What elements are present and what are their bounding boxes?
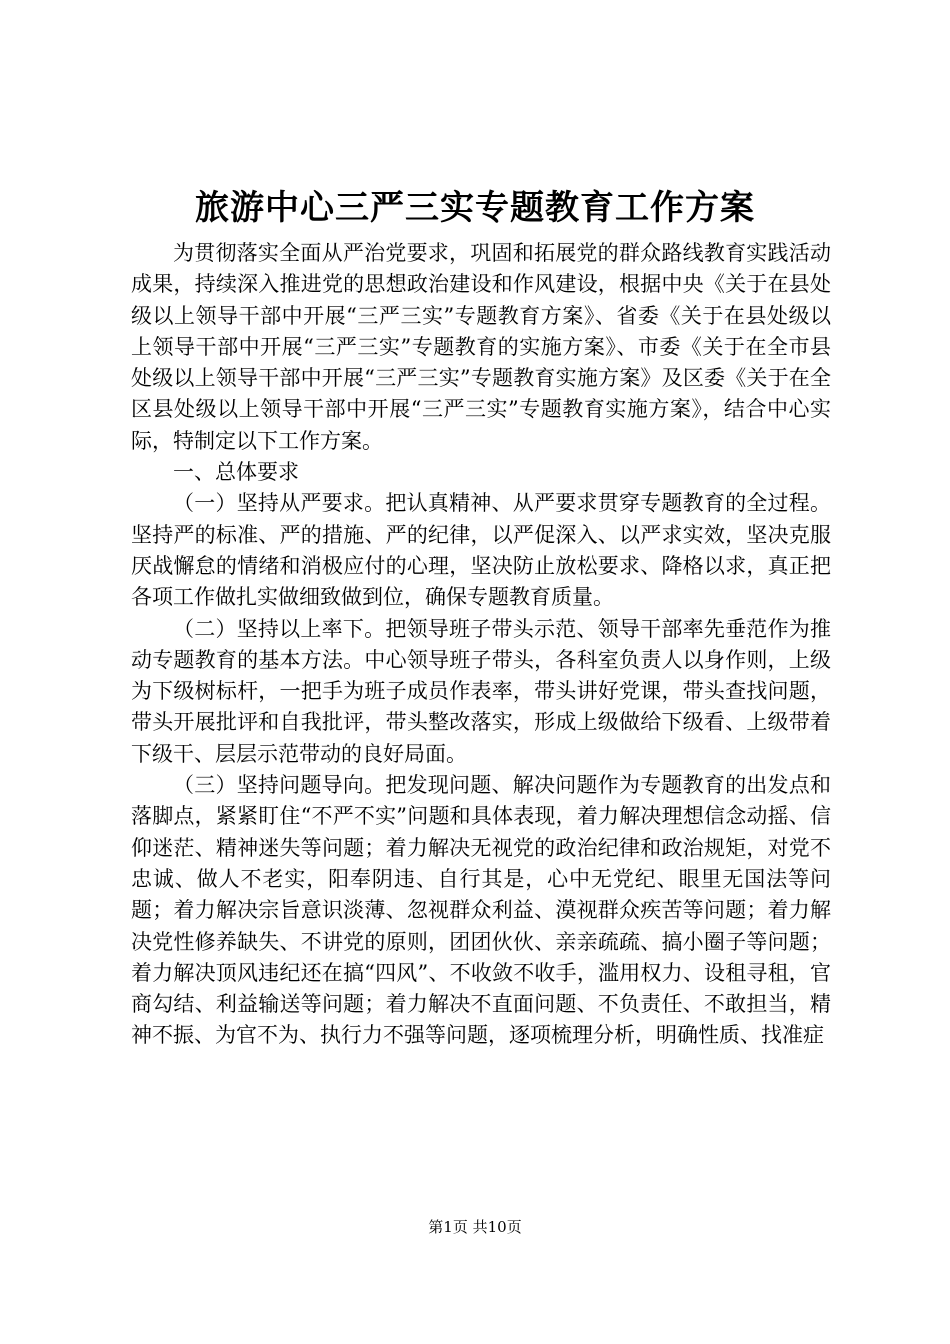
document-body (131, 238, 831, 1052)
paragraph-item-3: （三）坚持问题导向。把发现问题、解决问题作为专题教育的出发点和落脚点，紧紧盯住“不严不实”问题和具体表现，着力解决理想信念动摇、信仰迷茫、精神迷失等问题；着力解决无视党的政治纪律和政治规矩，对党不忠诚、做人不老实，阳奉阴违、自行其是，心中无党纪、眼里无国法等问题；着力解决宗旨意识淡薄、忽视群众利益、漠视群众疾苦等问题；着力解决党性修养缺失、不讲党的原则，团团伙伙、亲亲疏疏、搞小圈子等问题；着力解决顶风违纪还在搞“四风”、不收敛不收手，滥用权力、设租寻租，官商勾结、利益输送等问题；着力解决不直面问题、不负责任、不敢担当，精神不振、为官不为、执行力不强等问题，逐项梳理分析，明确性质、找准症 (131, 773, 831, 1048)
paragraph-intro: 为贯彻落实全面从严治党要求，巩固和拓展党的群众路线教育实践活动成果，持续深入推进党的思想政治建设和作风建设，根据中央《关于在县处级以上领导干部中开展“三严三实”专题教育方案》、省委《关于在县处级以上领导干部中开展“三严三实”专题教育的实施方案》、市委《关于在全市县处级以上领导干部中开展“三严三实”专题教育实施方案》及区委《关于在全区县处级以上领导干部中开展“三严三实”专题教育实施方案》，结合中心实际，特制定以下工作方案。 (131, 241, 831, 453)
paragraph-item-1: （一）坚持从严要求。把认真精神、从严要求贯穿专题教育的全过程。坚持严的标准、严的措施、严的纪律，以严促深入、以严求实效，坚决克服厌战懈怠的情绪和消极应付的心理，坚决防止放松要求、降格以求，真正把各项工作做扎实做细致做到位，确保专题教育质量。 (131, 491, 831, 610)
section-heading-general-requirements: 一、总体要求 (173, 460, 299, 485)
document-title: 旅游中心三严三实专题教育工作方案 (195, 188, 755, 228)
page-number-footer: 第1页 共10页 (428, 1218, 522, 1236)
paragraph-item-2: （二）坚持以上率下。把领导班子带头示范、领导干部率先垂范作为推动专题教育的基本方法。中心领导班子带头，各科室负责人以身作则，上级为下级树标杆，一把手为班子成员作表率，带头讲好党课，带头查找问题，带头开展批评和自我批评，带头整改落实，形成上级做给下级看、上级带着下级干、层层示范带动的良好局面。 (131, 616, 831, 766)
